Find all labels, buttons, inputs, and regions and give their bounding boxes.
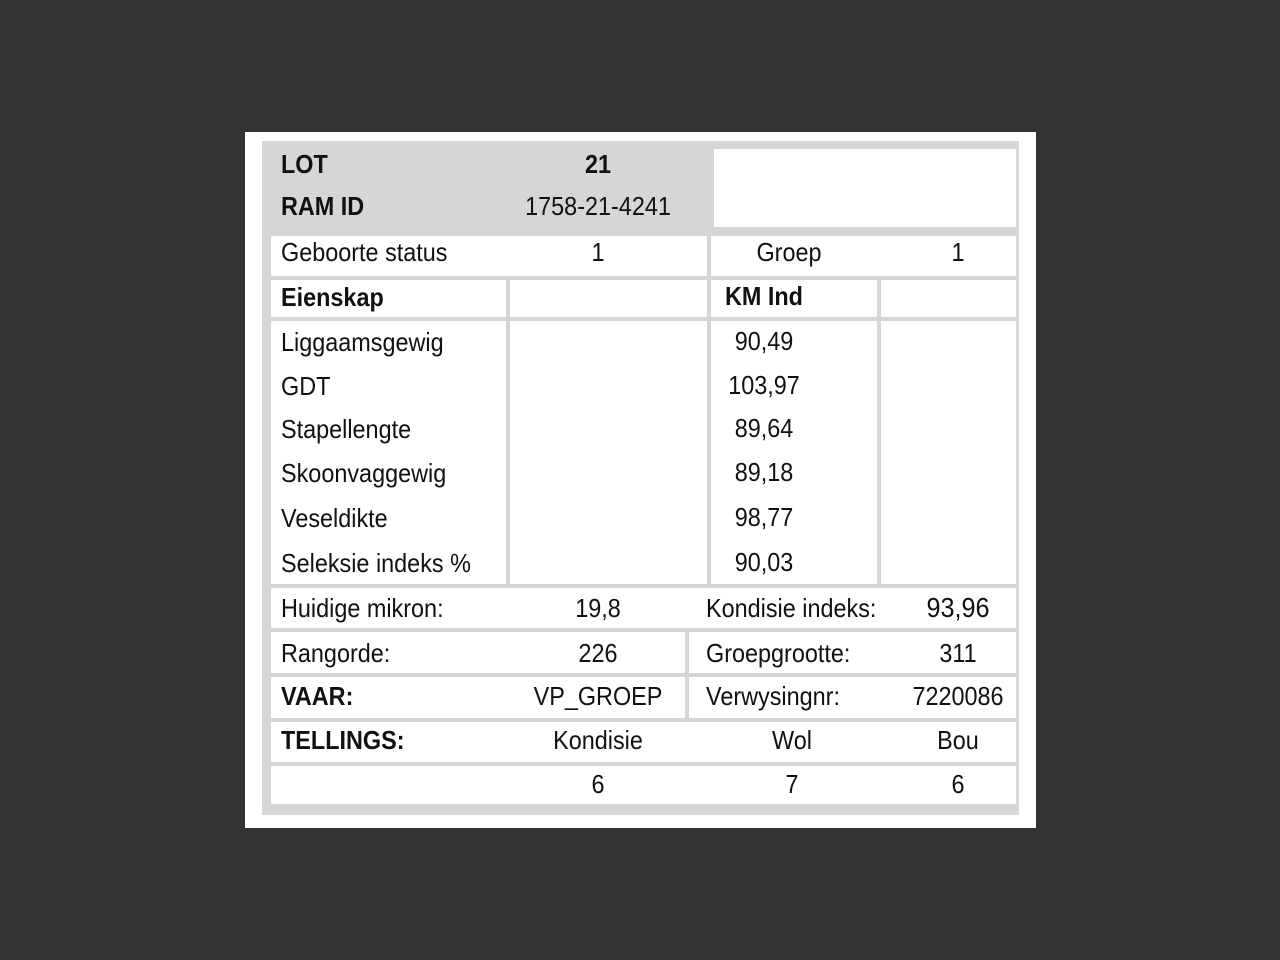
tellings-column-wol: Wol	[772, 725, 812, 755]
trait-name: GDT	[281, 371, 331, 401]
rangorde-label: Rangorde:	[281, 638, 391, 668]
divider	[506, 280, 510, 317]
divider	[707, 280, 711, 317]
geboorte-status-label: Geboorte status	[281, 237, 448, 267]
divider	[506, 321, 510, 584]
divider	[877, 321, 881, 584]
tellings-label: TELLINGS:	[281, 725, 405, 755]
divider	[271, 673, 685, 677]
vaar-label: VAAR:	[281, 681, 354, 711]
trait-name: Seleksie indeks %	[281, 548, 471, 578]
trait-km-value: 90,49	[734, 326, 794, 356]
trait-name: Veseldikte	[281, 503, 388, 533]
tellings-value-wol: 7	[785, 769, 799, 799]
trait-block	[271, 321, 1016, 584]
tellings-column-bou: Bou	[937, 725, 979, 755]
divider	[877, 280, 881, 317]
divider	[689, 673, 1016, 677]
tellings-value-kondisie: 6	[591, 769, 605, 799]
lot-label: LOT	[281, 149, 328, 179]
groep-label: Groep	[756, 237, 822, 267]
lot-value: 21	[584, 149, 612, 179]
row-tellings-values	[271, 766, 1016, 804]
huidige-mikron-label: Huidige mikron:	[281, 593, 444, 623]
trait-name: Stapellengte	[281, 414, 412, 444]
tellings-column-kondisie: Kondisie	[553, 725, 643, 755]
divider	[707, 236, 711, 276]
trait-km-value: 98,77	[734, 502, 794, 532]
groep-value: 1	[951, 237, 965, 267]
trait-name: Skoonvaggewig	[281, 458, 447, 488]
ram-id-label: RAM ID	[281, 191, 365, 221]
trait-name: Liggaamsgewig	[281, 327, 444, 357]
trait-header-label: Eienskap	[281, 282, 384, 312]
vaar-value: VP_GROEP	[533, 681, 663, 711]
groepgrootte-label: Groepgrootte:	[706, 638, 851, 668]
trait-km-value: 103,97	[728, 370, 800, 400]
kondisie-indeks-label: Kondisie indeks:	[706, 593, 877, 623]
trait-km-value: 90,03	[734, 547, 794, 577]
tellings-value-bou: 6	[951, 769, 965, 799]
huidige-mikron-value: 19,8	[575, 593, 621, 623]
ram-id-value: 1758-21-4241	[525, 191, 671, 221]
geboorte-status-value: 1	[591, 237, 605, 267]
divider	[707, 321, 711, 584]
trait-km-value: 89,64	[734, 413, 794, 443]
blank-box	[714, 149, 1016, 227]
trait-km-value: 89,18	[734, 457, 794, 487]
rangorde-value: 226	[578, 638, 618, 668]
kondisie-indeks-value: 93,96	[926, 592, 990, 623]
verwysingnr-label: Verwysingnr:	[706, 681, 840, 711]
verwysingnr-value: 7220086	[912, 681, 1004, 711]
trait-header-km: KM Ind	[725, 281, 803, 311]
groepgrootte-value: 311	[939, 638, 977, 668]
